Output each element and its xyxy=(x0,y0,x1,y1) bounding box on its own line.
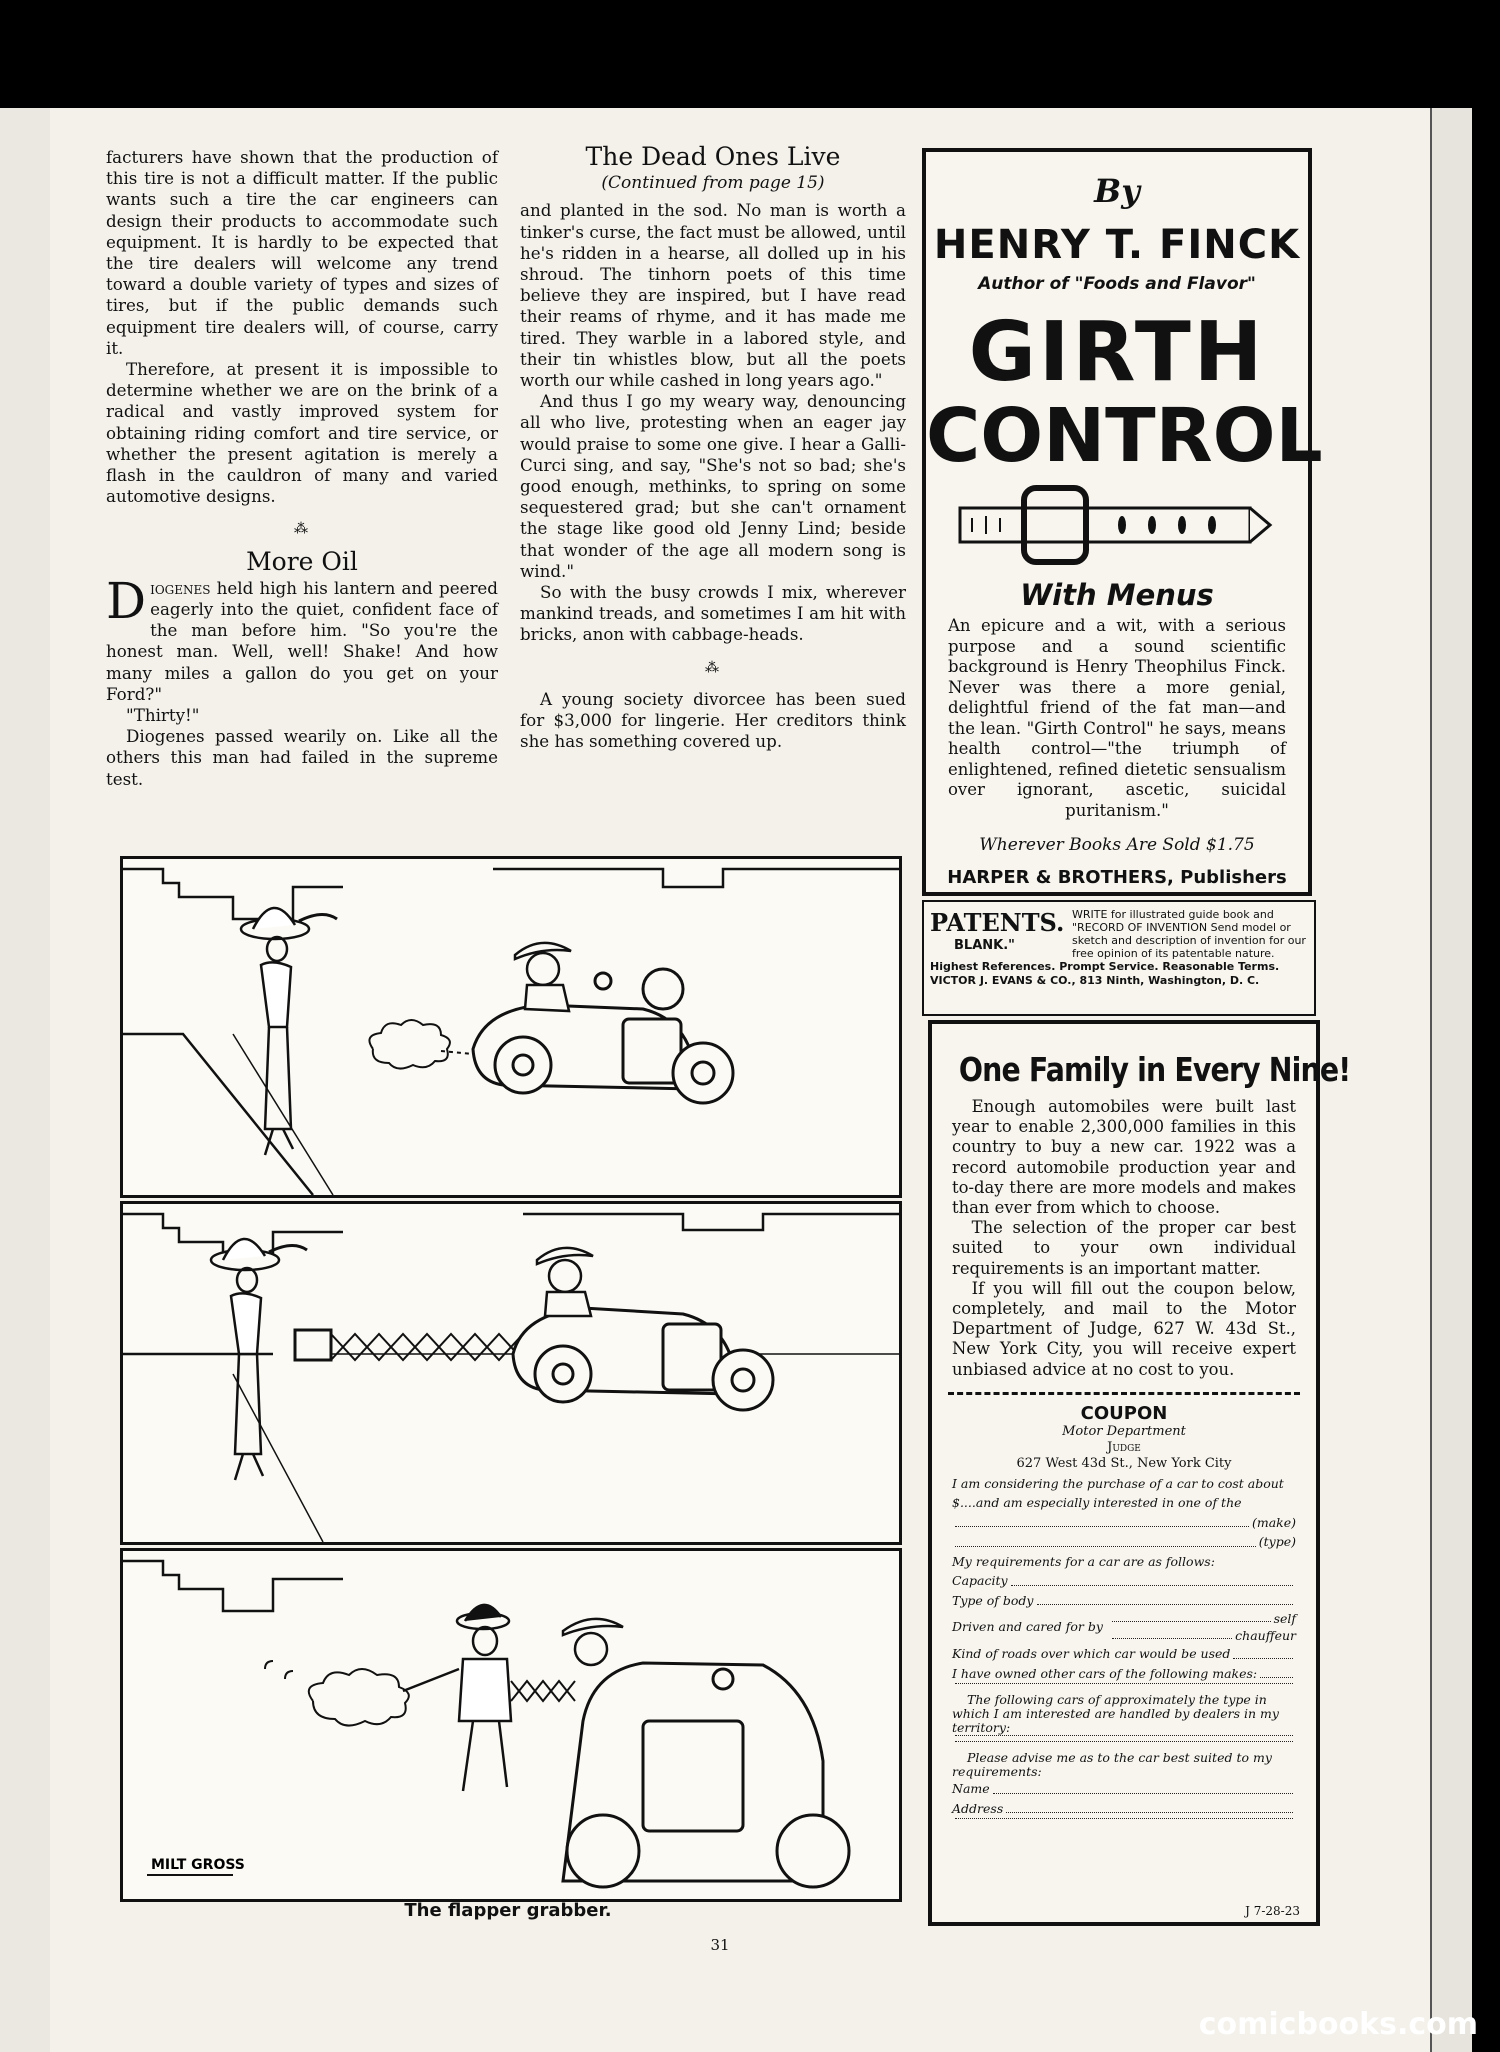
column-one xyxy=(106,147,498,790)
paragraph: Diogenes passed wearily on. Like all the others this man had failed in the supreme test. xyxy=(106,726,498,789)
cartoon-caption: The flapper grabber. xyxy=(404,1900,612,1921)
ad-author-of: Author of "Foods and Flavor" xyxy=(978,274,1256,294)
patents-footer: Highest References. Prompt Service. Reasonable Terms. VICTOR J. EVANS & CO., 813 Ninth, Washington, D. C. xyxy=(930,960,1280,987)
paragraph: facturers have shown that the production of this tire is not a difficult matter. If the public wants such a tire the car engineers can design their products to accommodate such equipment. It is hardly to be expected that the tire dealers will welcome any trend toward a double variety of types and sizes of tires, but if the public demands such equipment tire dealers will, of course, carry it. xyxy=(106,147,498,358)
cartoon-panel-2 xyxy=(120,1201,902,1545)
left-page-edge xyxy=(0,108,53,2052)
column-two xyxy=(520,144,906,752)
watermark: comicbooks.com xyxy=(1198,2007,1478,2042)
ad-blurb: An epicure and a wit, with a serious purpose and a sound scientific background is Henry Theophilus Finck. Never was there a more genial, delightful friend of the fat man—and the lean. "Girth Control" he says, means health control—"the triumph of enlightened, refined dietetic sensualism over ignorant, ascetic, suicidal puritanism." xyxy=(948,616,1286,820)
panel-3-drawing xyxy=(123,1551,899,1899)
woman-figure xyxy=(241,908,337,1155)
driver-figure xyxy=(537,1248,593,1316)
ad-publisher: HARPER & BROTHERS, Publishers xyxy=(947,867,1287,888)
dust-cloud xyxy=(265,1661,409,1726)
car xyxy=(513,1308,773,1410)
car xyxy=(473,969,733,1103)
coupon-judge: Judge xyxy=(1107,1439,1141,1455)
driven-field[interactable]: Driven and cared for by self chauffeur xyxy=(952,1611,1296,1644)
article-heading-dead-ones: The Dead Ones Live xyxy=(585,142,841,171)
cartoon-strip xyxy=(120,856,896,1896)
right-page-edge xyxy=(1430,108,1472,2052)
ad-price: Wherever Books Are Sold $1.75 xyxy=(979,835,1255,855)
driver-figure xyxy=(563,1619,623,1665)
extending-grabber xyxy=(295,1330,523,1360)
ad-title-girth: GIRTH xyxy=(968,305,1266,400)
patents-write: WRITE for illustrated guide book and "RECORD OF INVENTION Send model or sketch and description of invention for our free opinion of its patentable nature. xyxy=(1072,908,1306,960)
car-front xyxy=(563,1663,849,1887)
coupon-form: I am considering the purchase of a car to cost about $....and am especially interested in one of the (make) (type) My requirements for a car are as follows: Capacity Type of body Driven and cared for by self chauffeur Kind of roads over which car would be used I have owned other cars of the following makes: The following cars of approximately the type in which I am interested are handled by dealers in my territory: Please advise me as to the car best suited to my requirements: Name Address xyxy=(932,1472,1316,1825)
woman-figure xyxy=(403,1605,511,1791)
paragraph: "Thirty!" xyxy=(126,705,200,726)
paragraph: So with the busy crowds I mix, wherever mankind treads, and sometimes I am hit with bricks, anon with cabbage-heads. xyxy=(520,582,906,645)
patents-blank: BLANK." xyxy=(954,938,1015,953)
coupon-dept: Motor Department xyxy=(1062,1423,1186,1439)
driver-figure xyxy=(515,943,571,1011)
one-family-ad xyxy=(928,1020,1351,1926)
smoke-cloud xyxy=(369,1020,483,1069)
cartoon-panel-1 xyxy=(120,856,902,1198)
paragraph: And thus I go my weary way, denouncing all who live, protesting when an eager jay would praise to some one give. I hear a Galli-Curci sing, and say, "She's not so bad; she's good enough, methinks, to spring on some sequestered grad; but she can't ornament the stage like good old Jenny Lind; beside that wonder of the age all modern song is wind." xyxy=(520,391,906,581)
article-heading-more-oil: More Oil xyxy=(246,546,358,576)
ad-title-control: CONTROL xyxy=(926,393,1323,479)
patents-title: PATENTS. xyxy=(930,908,1065,937)
panel-1-drawing xyxy=(123,859,899,1195)
girth-control-ad xyxy=(922,148,1323,896)
coupon-title: COUPON xyxy=(1080,1402,1168,1424)
type-field[interactable]: (type) xyxy=(952,1532,1296,1552)
family-body: Enough automobiles were built last year to enable 2,300,000 families in this country to buy a new car. 1922 was a record automobile production year and to-day there are more models and makes than ever from which to choose. The selection of the proper car best suited to your own individual requirements is an important matter. If you will fill out the coupon below, completely, and mail to the Motor Department of Judge, 627 W. 43d St., New York City, you will receive expert unbiased advice at no cost to you. xyxy=(952,1097,1296,1379)
artist-signature: MILT GROSS xyxy=(151,1857,245,1873)
cartoon-panel-3 xyxy=(120,1548,902,1902)
ad-with-menus: With Menus xyxy=(1020,578,1214,612)
continued-note: (Continued from page 15) xyxy=(601,173,825,194)
name-field[interactable]: Name xyxy=(952,1779,1296,1799)
ornament: ⁂ xyxy=(705,659,721,676)
coupon-cut-line xyxy=(948,1392,1300,1395)
make-field[interactable]: (make) xyxy=(952,1513,1296,1533)
coupon-code: J 7-28-23 xyxy=(1245,1904,1300,1918)
address-field[interactable]: Address xyxy=(952,1799,1296,1819)
ornament: ⁂ xyxy=(294,521,310,538)
capacity-field[interactable]: Capacity xyxy=(952,1571,1296,1591)
paragraph: Diogenes held high his lantern and peered eagerly into the quiet, confident face of the man before him. "So you're the honest man. Well, well! Shake! And how many miles a gallon do you get on your Ford?" xyxy=(106,571,498,704)
paragraph: A young society divorcee has been sued for $3,000 for lingerie. Her creditors think she has something covered up. xyxy=(520,688,906,752)
panel-2-drawing xyxy=(123,1204,899,1542)
roads-field[interactable]: Kind of roads over which car would be used xyxy=(952,1644,1296,1664)
page-number: 31 xyxy=(710,1936,730,1954)
coupon-address: 627 West 43d St., New York City xyxy=(1016,1455,1232,1471)
patents-ad xyxy=(922,900,1316,1016)
belt-illustration xyxy=(952,482,1282,568)
owned-field[interactable]: I have owned other cars of the following makes: xyxy=(952,1664,1296,1684)
paragraph: Therefore, at present it is impossible to determine whether we are on the brink of a radical and vastly improved system for obtaining riding comfort and tire service, or whether the present agitation is merely a flash in the cauldron of many and varied automotive designs. xyxy=(106,359,498,507)
lead-word: iogenes xyxy=(150,577,211,598)
grabber-arm xyxy=(511,1681,575,1701)
ad-author: HENRY T. FINCK xyxy=(933,222,1301,268)
drop-cap: D xyxy=(106,571,147,630)
woman-figure xyxy=(211,1239,307,1480)
paragraph: and planted in the sod. No man is worth a tinker's curse, the fact must be allowed, until he's ridden in a hearse, all dolled up in his shroud. The tinhorn poets of this time believe they are inspired, but I have read their reams of rhyme, and it has made me tired. They warble in a labored style, and their tin whistles blow, but all the poets worth our while cashed in long years ago." xyxy=(520,200,906,391)
family-heading: One Family in Every Nine! xyxy=(958,1050,1351,1089)
body-field[interactable]: Type of body xyxy=(952,1591,1296,1611)
ad-by: By xyxy=(1094,172,1140,210)
